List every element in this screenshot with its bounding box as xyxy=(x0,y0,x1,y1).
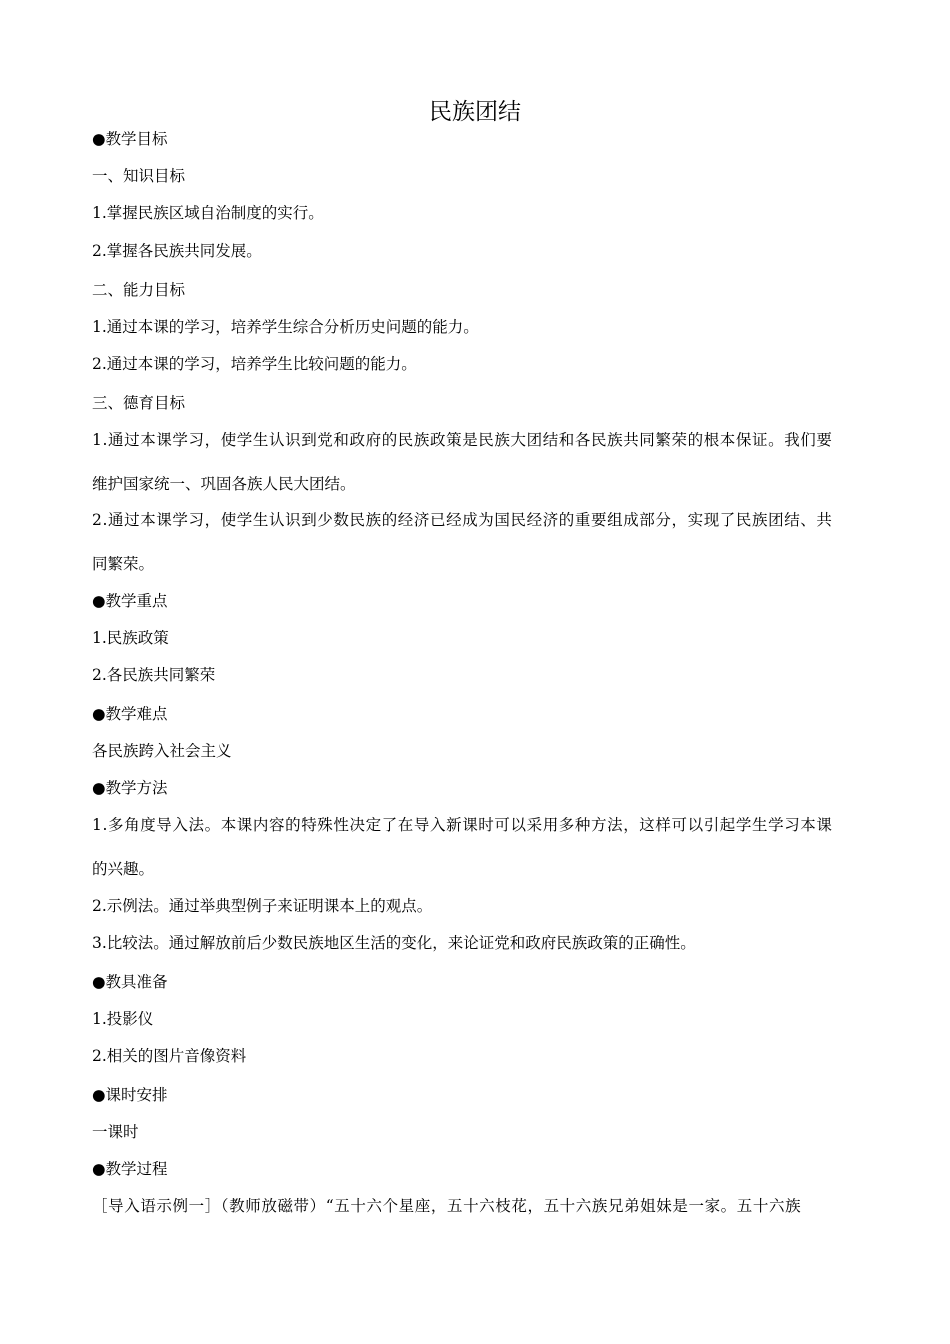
section-heading-key-points: ●教学重点 xyxy=(92,592,168,610)
paragraph-line: 维护国家统一、巩固各族人民大团结。 xyxy=(92,475,356,493)
subheading-knowledge: 一、知识目标 xyxy=(92,167,186,185)
paragraph-line: 2.通过本课学习，使学生认识到少数民族的经济已经成为国民经济的重要组成部分，实现了民族团结、共 xyxy=(92,511,833,529)
paragraph-line: 1.掌握民族区域自治制度的实行。 xyxy=(92,204,324,222)
paragraph-line: 2.通过本课的学习，培养学生比较问题的能力。 xyxy=(92,355,417,373)
paragraph-line: 各民族跨入社会主义 xyxy=(92,742,232,760)
section-heading-objectives: ●教学目标 xyxy=(92,130,168,148)
section-heading-difficulties: ●教学难点 xyxy=(92,705,168,723)
document-title: 民族团结 xyxy=(429,99,521,125)
paragraph-line: 1.多角度导入法。本课内容的特殊性决定了在导入新课时可以采用多种方法，这样可以引起学生学习本课 xyxy=(92,816,833,834)
paragraph-line: 同繁荣。 xyxy=(92,555,155,573)
paragraph-line: 1.投影仪 xyxy=(92,1010,154,1028)
subheading-ability: 二、能力目标 xyxy=(92,281,186,299)
paragraph-line: 一课时 xyxy=(92,1123,139,1141)
subheading-moral: 三、德育目标 xyxy=(92,394,186,412)
paragraph-line: 3.比较法。通过解放前后少数民族地区生活的变化，来论证党和政府民族政策的正确性。 xyxy=(92,934,696,952)
section-heading-methods: ●教学方法 xyxy=(92,779,168,797)
section-heading-schedule: ●课时安排 xyxy=(92,1086,168,1104)
section-heading-teaching-aids: ●教具准备 xyxy=(92,973,168,991)
paragraph-line: 2.示例法。通过举典型例子来证明课本上的观点。 xyxy=(92,897,433,915)
paragraph-line: ［导入语示例一］（教师放磁带）“五十六个星座，五十六枝花，五十六族兄弟姐妹是一家。五十六族 xyxy=(92,1197,802,1215)
paragraph-line: 1.民族政策 xyxy=(92,629,169,647)
paragraph-line: 1.通过本课学习，使学生认识到党和政府的民族政策是民族大团结和各民族共同繁荣的根本保证。我们要 xyxy=(92,431,833,449)
paragraph-line: 的兴趣。 xyxy=(92,860,155,878)
paragraph-line: 2.相关的图片音像资料 xyxy=(92,1047,247,1065)
paragraph-line: 2.各民族共同繁荣 xyxy=(92,666,216,684)
paragraph-line: 2.掌握各民族共同发展。 xyxy=(92,242,262,260)
paragraph-line: 1.通过本课的学习，培养学生综合分析历史问题的能力。 xyxy=(92,318,479,336)
section-heading-process: ●教学过程 xyxy=(92,1160,168,1178)
